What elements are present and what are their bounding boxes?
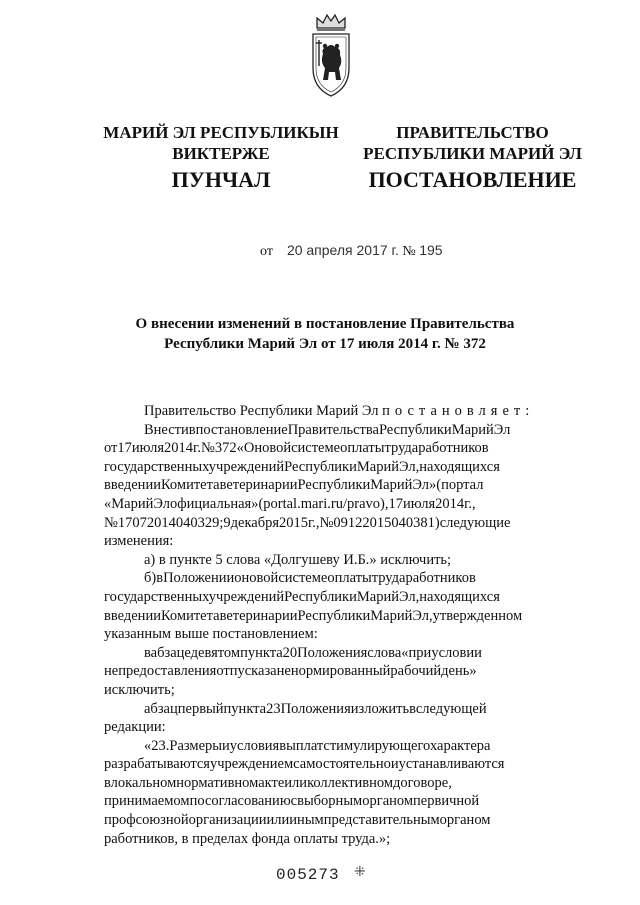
paragraph-line: «МарийЭлофициальная»(portal.mari.ru/pravo),17июля2014г.,: [104, 495, 476, 512]
document-number: 195: [419, 242, 443, 258]
header-right-line2: РЕСПУБЛИКИ МАРИЙ ЭЛ: [363, 144, 582, 163]
paragraph-line: редакции:: [104, 719, 166, 736]
paragraph-line: профсоюзнойорганизацииилиинымпредставительныморганом: [104, 812, 491, 829]
paragraph-line: от17июля2014г.№372«Оновойсистемеоплатытрудаработников: [104, 440, 489, 457]
header-left-line2: ВИКТЕРЖЕ: [172, 144, 270, 163]
header-right-line1: ПРАВИТЕЛЬСТВО: [396, 123, 549, 142]
date-prefix: от: [260, 244, 273, 259]
doc-type-right: ПОСТАНОВЛЕНИЕ: [368, 167, 577, 192]
header-left-line1: МАРИЙ ЭЛ РЕСПУБЛИКЫН: [103, 123, 339, 142]
paragraph-line: влокальномнормативномактеиликоллективномдоговоре,: [104, 774, 452, 791]
preamble-decree-word: постановляет:: [382, 403, 535, 419]
paragraph-main: [104, 421, 580, 551]
paragraph-line: принимаемомпосогласованиюсвыборныморганомпервичной: [104, 793, 480, 810]
paragraph-line: введенииКомитетаветеринарииРеспубликиМарийЭл,утвержденном: [104, 607, 523, 624]
document-body: [104, 402, 580, 848]
header-left: [96, 122, 346, 164]
paragraph-line: государственныхучрежденийРеспубликиМарийЭл,находящихся: [104, 458, 500, 475]
document-date: 20 апреля 2017 г.: [286, 242, 399, 258]
footer-mark: ⁜: [354, 865, 366, 880]
paragraph-line: непредоставленияотпусказаненормированныйрабочийдень»: [104, 663, 477, 680]
paragraph-line: изменения:: [104, 533, 174, 550]
mari-el-coat-of-arms-icon: [303, 10, 359, 100]
paragraph-item-b: [104, 569, 580, 643]
paragraph-line: абзацпервыйпункта23Положенияизложитьвследующей: [144, 700, 487, 717]
paragraph-quote: [104, 737, 580, 849]
paragraph-line: а) в пункте 5 слова «Долгушеву И.Б.» исключить;: [144, 551, 452, 568]
subject-line1: О внесении изменений в постановление Правительства: [135, 316, 515, 332]
doc-type-left: ПУНЧАЛ: [171, 167, 271, 192]
paragraph-line: вабзацедевятомпункта20Положенияслова«приусловии: [144, 644, 482, 661]
paragraph-line: указанным выше постановлением:: [104, 626, 318, 643]
document-subject: [110, 314, 540, 354]
paragraph-line: №17072014040329;9декабря2015г.,№09122015040381)следующие: [104, 514, 511, 531]
paragraph-item-b-2: [104, 700, 580, 737]
paragraph-line: ВнестивпостановлениеПравительстваРеспубликиМарийЭл: [144, 421, 511, 438]
header-right: [350, 122, 595, 164]
date-line: [260, 242, 443, 260]
paragraph-item-b-1: [104, 644, 580, 700]
paragraph-line: б)вПоложениионовойсистемеоплатытрудаработников: [144, 570, 476, 587]
paragraph-line: государственныхучрежденийРеспубликиМарийЭл,находящихся: [104, 588, 500, 605]
paragraph-line: введенииКомитетаветеринарииРеспубликиМарийЭл»(портал: [104, 477, 484, 494]
paragraph-line: разрабатываютсяучреждениемсамостоятельноиустанавливаются: [104, 756, 505, 773]
subject-line2: Республики Марий Эл от 17 июля 2014 г. № 372: [164, 336, 486, 352]
paragraph-preamble: [104, 402, 580, 421]
paragraph-item-a: [104, 551, 580, 570]
number-label: №: [402, 244, 416, 259]
paragraph-line: «23.Размерыиусловиявыплатстимулирующегохарактера: [144, 737, 491, 754]
preamble-text: Правительство Республики Марий Эл: [144, 403, 379, 419]
serial-number: 005273: [276, 866, 340, 884]
paragraph-line: исключить;: [104, 681, 175, 698]
paragraph-line: работников, в пределах фонда оплаты труда.»;: [104, 830, 391, 847]
